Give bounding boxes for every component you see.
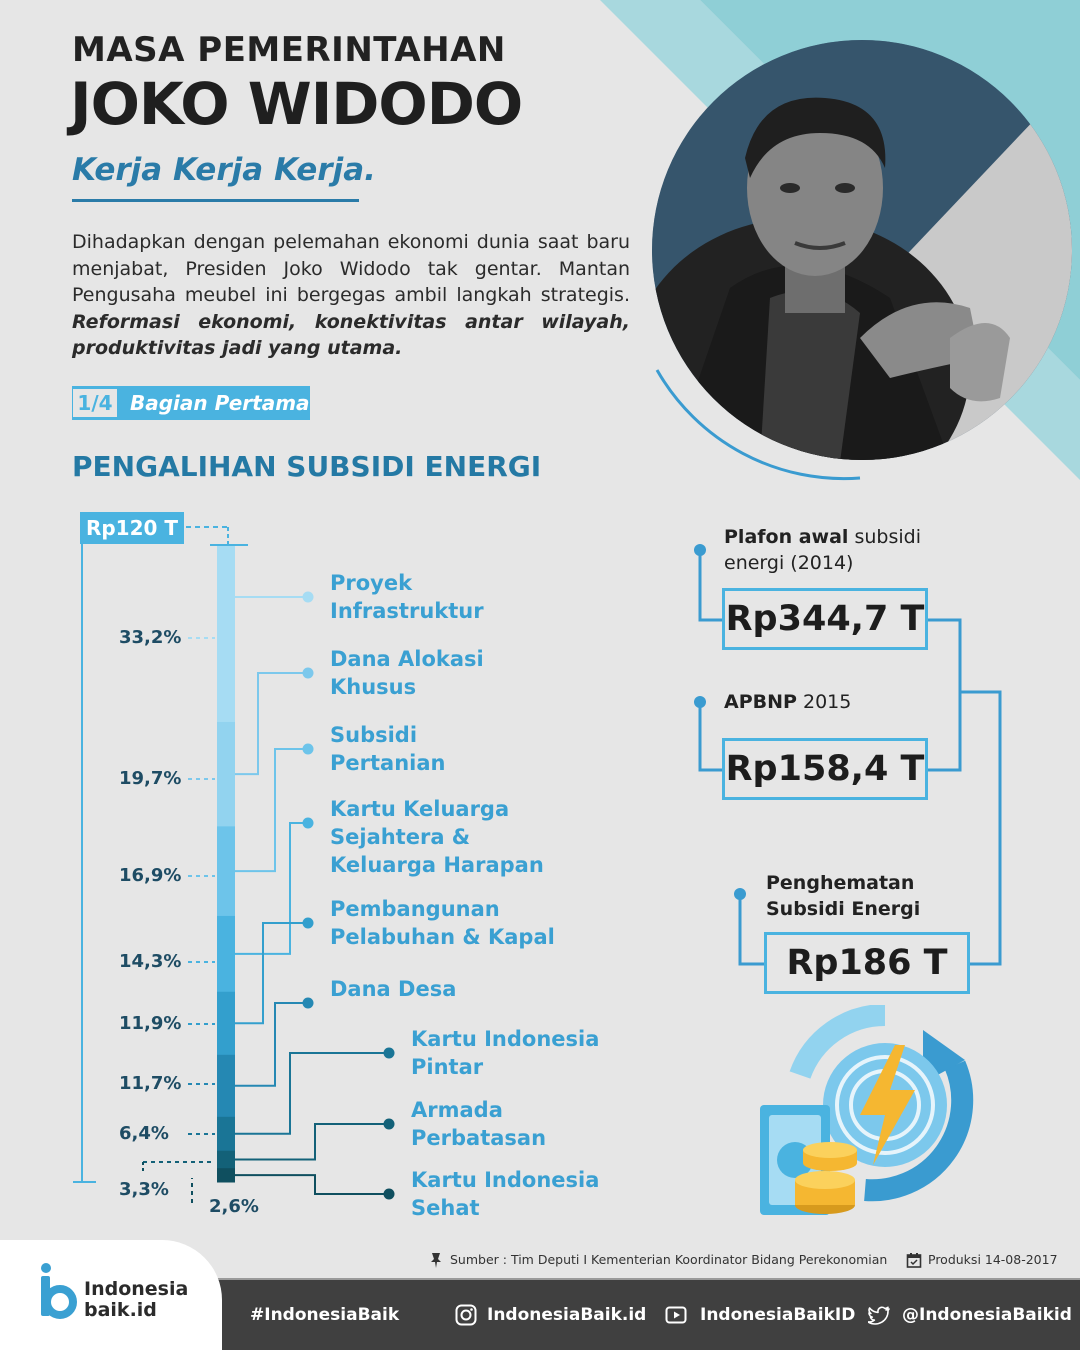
header-title: JOKO WIDODO: [70, 70, 523, 138]
program-line: Keluarga Harapan: [330, 853, 544, 877]
logo-text[interactable]: [84, 1279, 188, 1321]
program-line: Kartu Keluarga: [330, 797, 510, 821]
logo-line2: baik.id: [84, 1299, 157, 1321]
hemat-amount: Rp186 T: [764, 932, 970, 994]
allocation-program: [330, 721, 445, 777]
program-line: Pertanian: [330, 751, 446, 775]
program-dot: [384, 1048, 395, 1059]
allocation-percent: 19,7%: [119, 768, 182, 789]
logo-line1: Indonesia: [84, 1278, 189, 1300]
program-dot: [303, 818, 314, 829]
allocation-percent: 6,4%: [119, 1123, 169, 1144]
program-line: Kartu Indonesia: [411, 1168, 600, 1192]
production-date: Produksi 14-08-2017: [928, 1252, 1058, 1267]
program-line: Khusus: [330, 675, 417, 699]
apbnp-amount: Rp158,4 T: [722, 738, 928, 800]
program-line: Sejahtera &: [330, 825, 471, 849]
instagram-link[interactable]: IndonesiaBaik.id: [487, 1305, 647, 1325]
program-line: Kartu Indonesia: [411, 1027, 600, 1051]
instagram-icon[interactable]: [455, 1304, 477, 1326]
program-connector: [235, 673, 308, 774]
allocation-percent: 11,7%: [119, 1073, 182, 1094]
bar-segment: [217, 722, 235, 827]
calendar-icon: [906, 1252, 922, 1268]
logo-icon[interactable]: [38, 1262, 78, 1322]
intro-text: Dihadapkan dengan pelemahan ekonomi dunia saat baru menjabat, Presiden Joko Widodo tak gentar. Mantan Pengusaha meubel ini bergegas ambil langkah strategis.: [72, 231, 630, 306]
tagline-underline: [72, 199, 359, 202]
youtube-link[interactable]: IndonesiaBaikID: [700, 1305, 856, 1325]
allocation-percent: 14,3%: [119, 951, 182, 972]
bar-segment: [217, 916, 235, 992]
plafon-label-bold: Plafon awal: [724, 526, 849, 548]
allocation-program: [330, 895, 555, 951]
bar-segment: [217, 826, 235, 916]
program-connector: [235, 823, 308, 954]
youtube-icon[interactable]: [665, 1304, 687, 1326]
program-connector: [235, 1175, 389, 1194]
program-connector: [235, 1124, 389, 1159]
intro-emphasis: Reformasi ekonomi, konektivitas antar wilayah, produktivitas jadi yang utama.: [72, 310, 630, 359]
program-dot: [303, 998, 314, 1009]
apbnp-label-bold: APBNP: [724, 691, 797, 713]
allocation-percent: 16,9%: [119, 865, 182, 886]
hashtag-link[interactable]: #IndonesiaBaik: [250, 1305, 400, 1325]
program-line: Pembangunan: [330, 897, 500, 921]
twitter-link[interactable]: @IndonesiaBaikid: [902, 1305, 1072, 1325]
program-connector: [235, 1003, 308, 1086]
program-line: Subsidi: [330, 723, 418, 747]
program-line: Sehat: [411, 1196, 480, 1220]
bar-segment: [217, 1168, 235, 1182]
program-dot: [303, 668, 314, 679]
bar-segment: [217, 1151, 235, 1169]
allocation-program: [330, 645, 484, 701]
program-line: Pelabuhan & Kapal: [330, 925, 555, 949]
tagline: Kerja Kerja Kerja.: [72, 152, 376, 188]
bar-segment: [217, 1117, 235, 1151]
plafon-label: [724, 524, 921, 576]
allocation-program: [411, 1096, 546, 1152]
program-line: Dana Alokasi: [330, 647, 484, 671]
portrait-photo: [650, 38, 1074, 462]
energy-saving-icon: [755, 1005, 985, 1225]
allocation-program: [330, 795, 544, 879]
program-line: Proyek: [330, 571, 413, 595]
intro-paragraph: [72, 229, 630, 362]
allocation-percent: 33,2%: [119, 627, 182, 648]
plafon-amount: Rp344,7 T: [722, 588, 928, 650]
program-connector: [235, 749, 308, 871]
plafon-label-line2: energi (2014): [724, 552, 854, 574]
program-line: Dana Desa: [330, 977, 457, 1001]
hemat-label-line1: Penghematan: [766, 872, 915, 894]
section-title: PENGALIHAN SUBSIDI ENERGI: [72, 450, 542, 483]
program-dot: [303, 592, 314, 603]
bar-segment: [217, 546, 235, 722]
apbnp-label-rest: 2015: [796, 691, 852, 713]
part-fraction: 1/4: [73, 389, 117, 417]
allocation-program: [330, 569, 484, 625]
twitter-icon[interactable]: [868, 1304, 890, 1326]
program-line: Armada: [411, 1098, 503, 1122]
plafon-label-rest: subsidi: [848, 526, 921, 548]
program-connector: [235, 1053, 389, 1134]
apbnp-label: [724, 689, 851, 715]
program-line: Infrastruktur: [330, 599, 484, 623]
allocation-program: [411, 1166, 599, 1222]
program-dot: [384, 1189, 395, 1200]
part-label: Bagian Pertama: [130, 391, 310, 415]
program-dot: [384, 1119, 395, 1130]
allocation-program: [330, 975, 456, 1003]
header-line1: MASA PEMERINTAHAN: [72, 30, 506, 70]
bar-segment: [217, 992, 235, 1056]
program-dot: [303, 918, 314, 929]
allocation-percent: 3,3%: [119, 1179, 169, 1200]
allocation-percent: 2,6%: [209, 1196, 259, 1217]
pin-icon: [428, 1252, 444, 1268]
total-badge: Rp120 T: [80, 512, 184, 544]
program-connector: [235, 923, 308, 1023]
program-dot: [303, 744, 314, 755]
allocation-program: [411, 1025, 599, 1081]
program-line: Perbatasan: [411, 1126, 547, 1150]
source-text: Sumber : Tim Deputi I Kementerian Koordinator Bidang Perekonomian: [450, 1252, 888, 1267]
bar-segment: [217, 1055, 235, 1118]
hemat-label-line2: Subsidi Energi: [766, 898, 921, 920]
program-line: Pintar: [411, 1055, 484, 1079]
allocation-percent: 11,9%: [119, 1013, 182, 1034]
hemat-label: [766, 870, 920, 922]
